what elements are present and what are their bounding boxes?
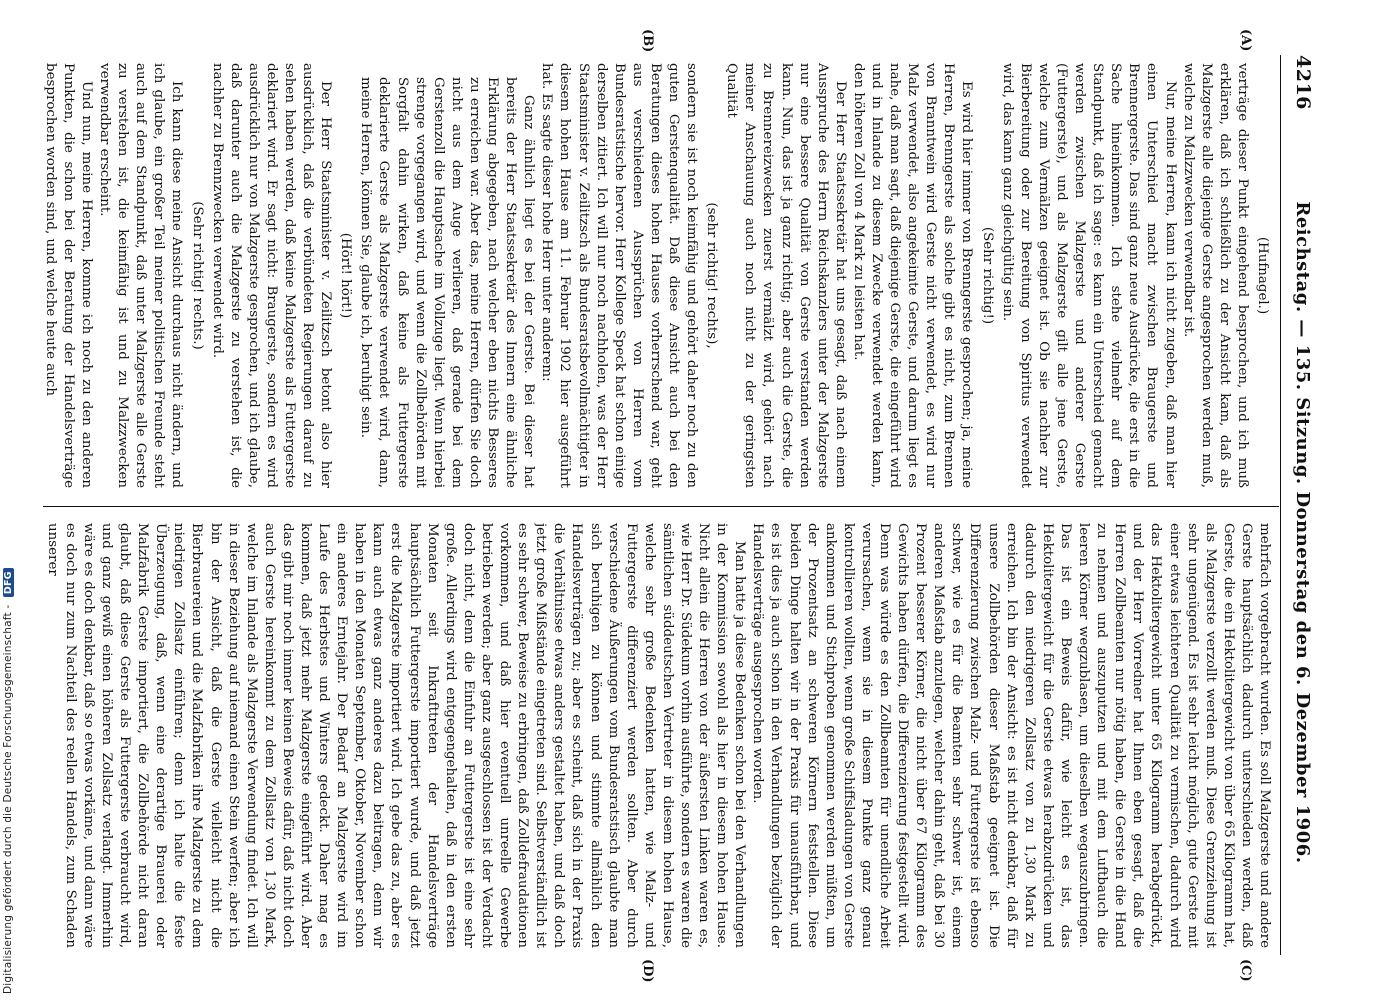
margin-marker-c: (C) — [1238, 959, 1253, 982]
header-rule — [1280, 55, 1281, 955]
page-number: 4216 — [1292, 55, 1314, 110]
left-column — [43, 63, 1273, 488]
interjection: (Hört! hört!) — [338, 232, 354, 319]
margin-marker-a: (A) — [1238, 29, 1253, 52]
paragraph: verträge dieser Punkt eingehend besprochen, und ich muß erklären, daß ich schließlich zu der Ansicht kam, daß als Malzgerste alle diejenige Gerste angesprochen werden muß, welche zu Malzzwecken verwendbar ist. — [1180, 63, 1250, 488]
column-divider — [43, 506, 1279, 507]
page-header — [1283, 55, 1323, 955]
speaker-tag: (Hufnagel.) — [1255, 236, 1270, 315]
paragraph: Der Herr Staatssekretär hat uns gesagt, daß nach einem Ausspruche des Herrn Reichskanzlers unter der Malzgerste nur eine bessere Qualität von Gerste verstanden werden kann. Nun, das ist ja ganz richtig; aber auch die Gerste, die zu Brennereizwecken zuerst vermälzt wird, gehört nach meiner Anschauung auch noch nicht zu der geringsten Qualität — [724, 63, 848, 488]
interjection: (Sehr richtig!) — [979, 226, 995, 325]
paragraph: Und nun, meine Herren, komme ich noch zu den anderen Punkten, die schon bei der Beratung der Handelsverträge besprochen worden sind, und welche heute auch — [43, 63, 94, 488]
margin-marker-b: (B) — [640, 29, 655, 53]
session-title: Reichstag. — 135. Sitzung. Donnerstag den 6. Dezember 1906. — [1292, 201, 1314, 864]
right-column — [43, 523, 1273, 948]
paragraph: Ich kann diese meine Ansicht durchaus nicht ändern, und ich glaube, ein großer Teil meiner politischen Freunde steht auch auf dem Standpunkt, daß unter Malzgerste alle Gerste zu verstehen ist, die keimfähig ist und zu Malzzwecken verwendbar erscheint. — [97, 63, 185, 488]
quoted-paragraph: Ganz ähnlich liegt es bei der Gerste. Bei dieser hat bereits der Herr Staatssekretär des Innern eine ähnliche Erklärung abgegeben, nach welcher eben nichts Besseres zu erreichen war. Aber das, meine Herren, dürfen Sie doch nicht aus dem Auge verlieren, daß gerade bei dem Gerstenzoll die Hauptsache im Vollzuge liegt. Wenn hierbei strenge vorgegangen wird, und wenn die Zollbehörden mit Sorgfalt dahin wirken, daß keine als Futtergerste deklarierte Gerste als Malzgerste verwendet wird, dann, meine Herren, können Sie, glaube ich, beruhigt sein. — [358, 77, 537, 488]
newspaper-page — [43, 29, 1323, 983]
paragraph: mehrfach vorgebracht wurden. Es soll Malzgerste und andere Gerste hauptsächlich dadurch unterschieden werden, daß Gerste, die ein Hektolitergewicht von über 65 Kilogramm hat, als Malzgerste verzollt werden muß. Diese Grenzziehung ist sehr ungenügend. Es ist sehr leicht möglich, gute Gerste mit einer etwas leichteren Qualität zu vermischen, dadurch wird das Hektolitergewicht unter 65 Kilogramm herabgedrückt, und der Herr Vorredner hat Ihnen eben gesagt, daß die Herren Zollbeamten nur nötig haben, die Gerste in die Hand zu nehmen und auszuputzen und mit dem Luftbauch die leeren Körner wegzublasen, um dieselben wegauszubringen. Das ist ein Beweis dafür, wie leicht es ist, das Hektolitergewicht für die Gerste etwas herabzudrücken und dadurch den niedrigeren Zollsatz von zu 1,30 Mark zu erreichen. Ich bin der Ansicht: es ist nicht denkbar, daß für unsere Zollbehörden dieser Maßstab geeignet ist. Die Differenzierung zwischen Malz- und Futtergerste ist ebenso schwer, wie es für die Beamten sehr schwer ist, einem anderen Maßstab anzulegen, welcher dahin geht, daß bei 30 Prozent besserer Körner, die nicht über 67 Kilogramm des Gewichts haben dürfen, die Differenzierung festgestellt wird. Denn was würde es den Zollbeamten für unendliche Arbeit verursachen, wenn sie in diesem Punkte ganz genau kontrollieren wollten, wenn große Schiffsladungen von Gerste ankommen und Stichproben genommen werden müßten, um der Prozentsatz an schweren Körnern feststellen. Diese beiden Dinge halten wir in der Praxis für unausführbar, und es ist dies ja auch schon in den Verhandlungen bezüglich der Handelsverträge ausgesprochen worden. — [750, 523, 1272, 948]
paragraph: Man hatte ja diese Bedenken schon bei den Verhandlungen in der Kommission sowohl als hier in diesem hohen Hause. Nicht allein die Herren von der äußersten Linken waren es, wie Herr Dr. Südekum vorhin ausführte, sondern es waren die sämtlichen süddeutschen Vertreter in diesem hohen Hause, welche sehr große Bedenken hatten, wie Malz- und Futtergerste differenziert werden sollten. Aber durch verschiedene Äußerungen vom Bundesratstisch glaubte man sich beruhigen zu können und stimmte allmählich den Handelsverträgen zu; aber es scheint, daß sich in der Praxis die Verhältnisse etwas anders gestaltet haben, und daß doch jetzt große Mißstände eingetreten sind. Selbstverständlich ist es sehr schwer, Beweise zu erbringen, daß Zolldefraudationen vorkommen, und daß hier eventuell unreelle Gewerbe betrieben werden; aber ganz ausgeschlossen ist der Verdacht doch nicht, denn die Einfuhr an Futtergerste ist eine sehr große. Allerdings wird entgegengehalten, daß in den ersten Monaten seit Inkrafttreten der Handelsverträge hauptsächlich Futtergerste importiert wurde, und daß jetzt erst die Malzgerste importiert wird. Ich gebe das zu, aber es kann auch etwas ganz anderes dazu beitragen, denn wir haben in den Monaten September, Oktober, November schon ein anderes Erntejahr. Der Bedarf an Malzgerste wird im Laufe des Herbstes und Winters gedeckt. Daher mag es kommen, daß jetzt mehr Malzgerste eingeführt wird. Aber das gibt mir noch immer keinen Beweis dafür, daß nicht doch auch Gerste hereinkommt zu dem Zollsatz von 1,30 Mark, welche im Inlande als Malzgerste Verwendung findet. Ich will in dieser Beziehung auf niemand einen Stein werfen; aber ich bin der Ansicht, daß die Gerste vielleicht nicht die Bierbrauereien und die Malzfabriken ihre Malzgerste zu dem niedrigen Zollsatz einführen; denn ich halte die feste Überzeugung, daß, wenn eine derartige Brauerei oder Malzfabrik Gerste importiert, die Zollbehörde nicht daran glaubt, daß diese Gerste als Futtergerste verbraucht wird, und ganz gewiß einen höheren Zollsatz verlangt. Immerhin wäre es doch denkbar, daß so etwas vorkäme, und dann wäre es doch nur zum Nachteil des reellen Handels, zum Schaden unserer — [44, 523, 748, 948]
paragraph: Es wird hier immer von Brenngerste gesprochen; ja, meine Herren, Brenngerste als solche gibt es nicht, zum Brennen von Branntwein wird Gerste nicht verwendet, es wird nur Malz verwendet, also angekeimte Gerste, und darum liegt es nahe, daß man sagt, daß diejenige Gerste, die eingeführt wird und in Inlande zu diesem Zwecke verwendet werden kann, den höheren Zoll von 4 Mark zu leisten hat. — [850, 63, 975, 488]
digitization-credit — [2, 568, 14, 994]
paragraph: Der Herr Staatsminister v. Zeilitzsch betont also hier ausdrücklich, daß die verbündeten Regierungen darauf zu sehen haben werden, daß keine Malzgerste als Futtergerste deklariert wird. Er sagt nicht: Braugerste, sondern es wird ausdrücklich nur von Malzgerste gesprochen, und ich glaube, daß darunter auch die Malzgerste zu verstehen ist, die nachher zu Brennzwecken verwendet wird. — [209, 63, 334, 488]
interjection: (Sehr richtig! rechts.) — [189, 201, 205, 350]
margin-marker-d: (D) — [640, 959, 655, 983]
interjection: (sehr richtig! rechts), — [704, 202, 720, 349]
credit-text: Digitalisierung gefördert durch die Deutsche Forschungsgemeinschaft - — [2, 604, 14, 994]
paragraph: Nur, meine Herren, kann ich nicht zugeben, daß man hier einen Unterschied macht zwischen Braugerste und Brennergerste. Das sind ganz neue Ausdrücke, die erst in die Sache hineinkommen. Ich stehe vielmehr auf dem Standpunkt, daß ich sage: es kann ein Unterschied gemacht werden zwischen Malzgerste und anderer Gerste (Futtergerste), und als Malzgerste gilt alle jene Gerste, welche zum Vermälzen geeignet ist. Ob sie nachher zur Bierbereitung oder zur Bereitung von Spiritus verwendet wird, das kann ganz gleichgültig sein. — [999, 63, 1178, 488]
dfg-logo: DFG — [3, 568, 14, 597]
paragraph: sondern sie ist noch keimfähig und gehört daher noch zu den guten Gerstenqualität. Daß diese Ansicht auch bei den Beratungen dieses hohen Hauses vorherrschend war, geht aus verschiedenen Aussprüchen von Herren vom Bundesratstische hervor. Herr Kollege Speck hat schon einige derselben zitiert. Ich will nur noch nachholen, was der Herr Staatsminister v. Zeilitzsch als Bundesratsbevollmächtigter in diesem hohen Hause am 11. Februar 1902 hier ausgeführt hat. Es sagte dieser hohe Herr unter anderem: — [539, 63, 700, 488]
